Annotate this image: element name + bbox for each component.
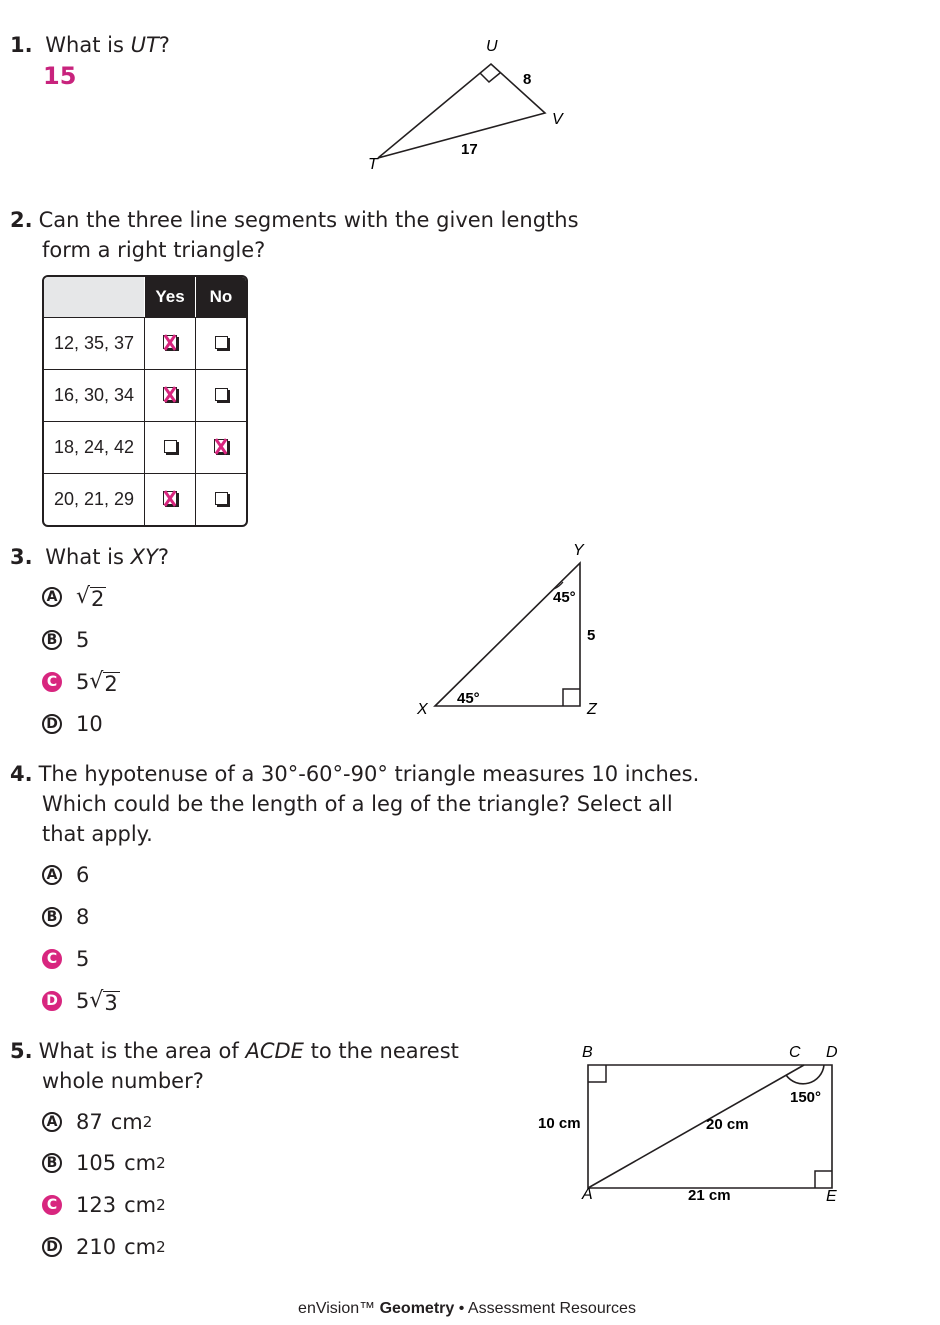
checked-checkbox[interactable] [163,387,177,401]
header-yes: Yes [144,277,195,317]
option-letter[interactable]: A [42,865,62,885]
option-letter[interactable]: D [42,1237,62,1257]
option-value: 87 [76,1110,103,1134]
triangle-xyz [435,563,580,706]
option-letter[interactable]: C [42,949,62,969]
angle-arc-c [786,1065,824,1084]
option-radicand: 2 [91,586,105,611]
checkbox[interactable] [215,492,228,505]
answer-option[interactable]: C 123 cm 2 [42,1190,166,1220]
footer-brand: enVision™ [298,1300,380,1317]
answer-option[interactable] [42,902,89,932]
label-ab-length: 10 cm [538,1115,581,1132]
cell-no [195,369,246,421]
option-value: 210 [76,1235,117,1259]
q3-triangle-figure [405,540,625,720]
answer-option[interactable] [42,986,120,1016]
table-row [44,421,246,473]
row-label: 20, 21, 29 [44,473,144,525]
label-a: A [582,1186,593,1203]
answer-option[interactable]: B 105 cm 2 [42,1148,166,1178]
label-ac-length: 20 cm [706,1116,749,1133]
option-coefficient: 5 [76,989,90,1013]
radical-sign: √ [89,987,104,1013]
option-letter[interactable]: B [42,1153,62,1173]
label-angle-x: 45° [457,690,480,707]
table-row [44,369,246,421]
question-number: 2. [10,208,33,232]
question-text: What is [45,33,131,57]
option-radical [89,670,119,695]
header-blank [44,277,144,317]
option-letter[interactable]: B [42,630,62,650]
header-no: No [195,277,246,317]
label-y: Y [573,542,584,559]
segment-ac [588,1065,804,1188]
footer-separator: • [454,1300,468,1317]
label-yz-length: 5 [587,627,596,644]
question-line-1: Can the three line segments with the given lengths [38,208,579,232]
question-line-1-start: The hypotenuse of a [38,762,262,786]
option-value: 5 [76,947,90,971]
label-uv-length: 8 [523,71,532,88]
checked-checkbox[interactable] [163,491,177,505]
cell-yes [144,421,195,473]
question-number: 4. [10,762,33,786]
question-variable: ACDE [245,1039,304,1063]
question-line-1-end: triangle measures 10 inches. [387,762,700,786]
right-triangle-table [42,275,248,527]
q1-triangle-figure [360,30,580,180]
option-value: 105 [76,1151,117,1175]
option-unit: cm [110,1110,143,1134]
question-number: 5. [10,1039,33,1063]
right-angle-mark [480,73,500,82]
label-b: B [582,1044,593,1061]
question-number: 1. [10,33,33,57]
question-text-end: ? [157,545,169,569]
label-x: X [417,701,428,718]
option-value: 6 [76,863,90,887]
q5-quadrilateral-figure [530,1035,850,1210]
question-variable: UT [130,33,159,57]
option-letter[interactable]: A [42,1112,62,1132]
question-1 [10,30,170,60]
right-angle-b [588,1065,606,1082]
option-value: 10 [76,712,103,736]
answer-option[interactable] [42,860,89,890]
label-ae-length: 21 cm [688,1187,731,1204]
answer-option[interactable] [42,582,106,612]
question-line-2: form a right triangle? [42,238,266,262]
checkbox[interactable] [215,388,228,401]
option-unit: cm [124,1235,157,1259]
question-text: What is [45,545,131,569]
question-5 [10,1036,459,1096]
table-row [44,473,246,525]
right-angle-mark [563,689,580,706]
cell-no [195,317,246,369]
option-letter[interactable]: C [42,1195,62,1215]
option-letter[interactable]: D [42,714,62,734]
label-z: Z [587,701,597,718]
option-letter[interactable]: B [42,907,62,927]
option-value: 8 [76,905,90,929]
question-angles: 30°-60°-90° [261,762,388,786]
label-v: V [552,111,563,128]
answer-option[interactable] [42,709,103,739]
question-line-3: that apply. [42,822,153,846]
label-d: D [826,1044,838,1061]
footer-rest: Assessment Resources [467,1300,636,1317]
table-row [44,317,246,369]
cell-no [195,421,246,473]
option-value: 5 [76,628,90,652]
option-radical [89,989,119,1014]
option-letter[interactable]: A [42,587,62,607]
radical-sign: √ [89,668,104,694]
footer-title: Geometry [379,1300,455,1317]
option-unit: cm [124,1193,157,1217]
cell-yes [144,473,195,525]
answer-option[interactable] [42,667,120,697]
page-footer [0,1300,934,1318]
checkbox[interactable] [164,440,177,453]
option-radicand: 2 [104,671,118,696]
answer-option[interactable]: D 210 cm 2 [42,1232,166,1262]
answer-option[interactable] [42,625,89,655]
question-line-1-end: to the nearest [303,1039,459,1063]
answer-option[interactable] [42,944,89,974]
checked-checkbox[interactable] [163,335,177,349]
label-angle-c: 150° [790,1089,822,1106]
q1-answer: 15 [43,62,77,90]
option-coefficient: 5 [76,670,90,694]
question-line-2: whole number? [42,1069,204,1093]
label-e: E [826,1188,837,1205]
question-variable: XY [130,545,158,569]
option-unit: cm [124,1151,157,1175]
question-number: 3. [10,545,33,569]
checked-checkbox[interactable] [214,439,228,453]
option-radical [76,585,106,610]
label-c: C [789,1044,801,1061]
question-3 [10,542,169,572]
question-2 [10,205,579,265]
radical-sign: √ [76,583,91,609]
label-tv-length: 17 [461,141,478,158]
option-letter[interactable]: C [42,672,62,692]
label-u: U [486,38,498,55]
row-label: 12, 35, 37 [44,317,144,369]
cell-no [195,473,246,525]
right-angle-e [815,1171,832,1188]
answer-option[interactable]: A 87 cm 2 [42,1107,152,1137]
cell-yes [144,369,195,421]
option-radicand: 3 [104,990,118,1015]
angle-arc-y [554,582,563,589]
checkbox[interactable] [215,336,228,349]
question-4 [10,759,699,849]
row-label: 16, 30, 34 [44,369,144,421]
option-letter[interactable]: D [42,991,62,1011]
label-t: T [368,156,378,173]
question-line-2: Which could be the length of a leg of the triangle? Select all [42,792,673,816]
question-line-1-start: What is the area of [38,1039,246,1063]
option-value: 123 [76,1193,117,1217]
label-angle-y: 45° [553,589,576,606]
question-text-end: ? [158,33,170,57]
cell-yes [144,317,195,369]
row-label: 18, 24, 42 [44,421,144,473]
